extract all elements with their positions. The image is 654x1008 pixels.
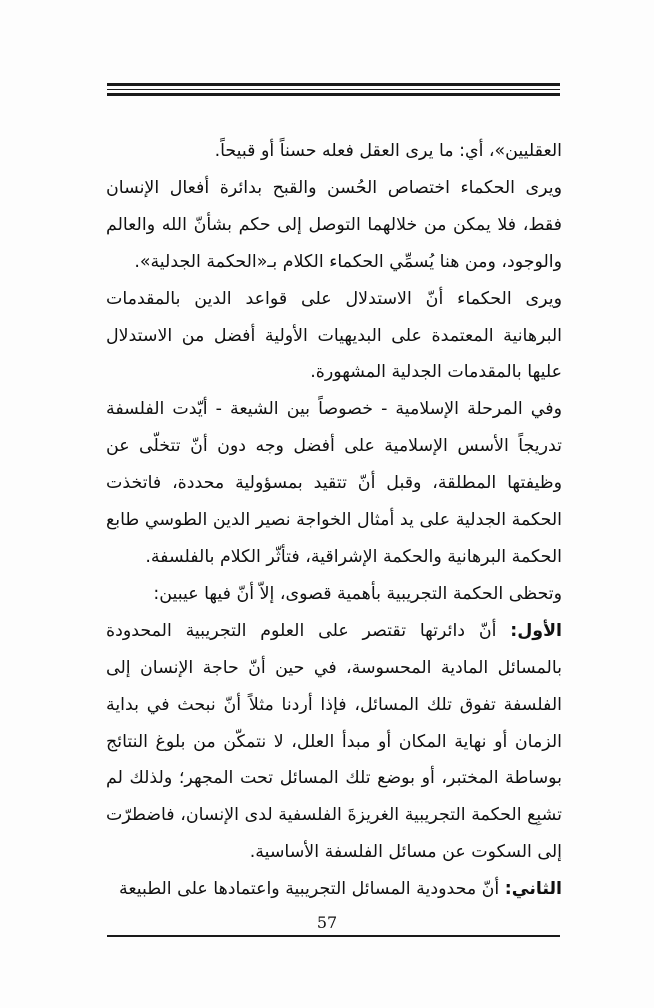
paragraph-6: الأول: أنّ دائرتها تقتصر على العلوم التجريبية المحدودة بالمسائل المادية المحسوسة، في حين أنّ حاجة الإنسان إلى الفلسفة تفوق تلك المسائل، فإذا أردنا مثلاً أنّ نبحث في بداية الزمان أو نهاية المكان أو مبدأ العلل، لا نتمكّن من بلوغ النتائج بوساطة المختبر، أو بوضع تلك المسائل تحت المجهر؛ ولذلك لم تشبِع الحكمة التجريبية الغريزةَ الفلسفية لدى الإنسان، فاضطرّت إلى السكوت عن مسائل الفلسفة الأساسية. [106,620,562,863]
page-body-text [106,133,562,908]
paragraph-5: وتحظى الحكمة التجريبية بأهمية قصوى، إلاّ أنّ فيها عيبين: [153,583,562,604]
paragraph-lead-second: الثاني: [504,879,562,900]
paragraph-4: وفي المرحلة الإسلامية - خصوصاً بين الشيعة - أيّدت الفلسفة تدريجاً الأسس الإسلامية على أفضل وجه دون أنّ تتخلّى عن وظيفتها المطلقة، وقبل أنّ تتقيد بمسؤولية محددة، فاتخذت الحكمة الجدلية على يد أمثال الخواجة نصير الدين الطوسي طابع الحكمة البرهانية والحكمة الإشراقية، فتأثّر الكلام بالفلسفة. [106,399,562,567]
page-number: 57 [316,913,338,932]
paragraph-7: الثاني: أنّ محدودية المسائل التجريبية واعتمادها على الطبيعة [119,879,562,900]
paragraph-3: ويرى الحكماء أنّ الاستدلال على قواعد الدين بالمقدمات البرهانية المعتمدة على البديهيات الأولية أفضل من الاستدلال عليها بالمقدمات الجدلية المشهورة. [106,288,562,383]
paragraph-2: ويرى الحكماء اختصاص الحُسن والقبح بدائرة أفعال الإنسان فقط، فلا يمكن من خلالهما التوصل إلى حكم بشأنّ الله والعالم والوجود، ومن هنا يُسمِّي الحكماء الكلام بـ«الحكمة الجدلية». [106,177,562,272]
paragraph-lead-first: الأول: [510,620,562,641]
paragraph-1: العقليين»، أي: ما يرى العقل فعله حسناً أو قبيحاً. [214,141,562,161]
header-rule-thin [107,89,560,90]
header-rule-thick-lower [107,93,560,96]
header-rule-thick [107,83,560,86]
footer-rule [107,935,560,937]
